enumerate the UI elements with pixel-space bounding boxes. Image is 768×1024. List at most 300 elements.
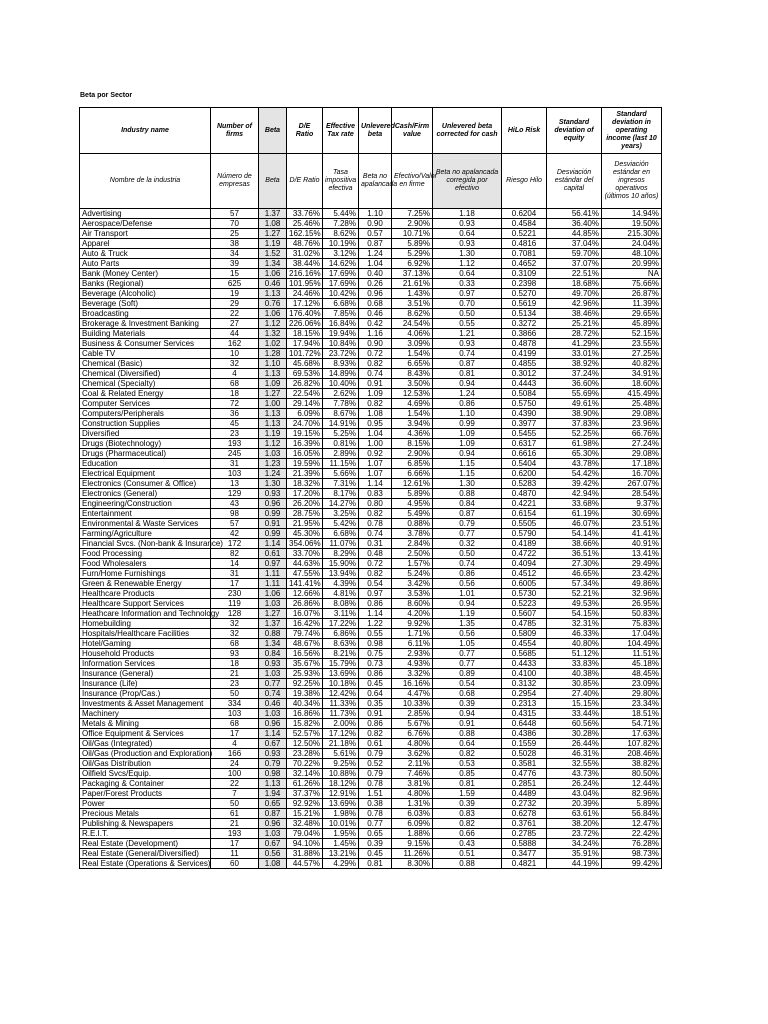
beta-cell: 1.00 xyxy=(259,399,287,409)
de-ratio-cell: 19.38% xyxy=(287,689,323,699)
table-row xyxy=(80,819,662,829)
tax-rate-cell: 1.95% xyxy=(323,829,359,839)
beta-cell: 1.23 xyxy=(259,459,287,469)
beta-cell: 1.13 xyxy=(259,419,287,429)
firms-cell: 21 xyxy=(211,669,259,679)
industry-name-cell: Financial Svcs. (Non-bank & Insurance) xyxy=(80,539,211,549)
hilo-risk-cell: 0.4722 xyxy=(502,549,547,559)
std-dev-equity-cell: 49.61% xyxy=(547,399,602,409)
industry-name-cell: Auto & Truck xyxy=(80,249,211,259)
cash-firm-value-cell: 1.43% xyxy=(392,289,433,299)
unlevered-beta-corrected-cell: 0.81 xyxy=(433,369,502,379)
header-std-dev-operating-income: Standard deviation in operating income (last 10 years) xyxy=(602,108,662,154)
std-dev-operating-income-cell: 25.48% xyxy=(602,399,662,409)
std-dev-operating-income-cell: 29.65% xyxy=(602,309,662,319)
cash-firm-value-cell: 2.11% xyxy=(392,759,433,769)
industry-name-cell: Oil/Gas Distribution xyxy=(80,759,211,769)
cash-firm-value-cell: 9.92% xyxy=(392,619,433,629)
table-row xyxy=(80,739,662,749)
de-ratio-cell: 18.32% xyxy=(287,479,323,489)
beta-cell: 0.99 xyxy=(259,529,287,539)
cash-firm-value-cell: 6.11% xyxy=(392,639,433,649)
table-row xyxy=(80,429,662,439)
table-row xyxy=(80,639,662,649)
hilo-risk-cell: 0.6317 xyxy=(502,439,547,449)
unlevered-beta-cell: 0.75 xyxy=(359,649,392,659)
std-dev-equity-cell: 40.38% xyxy=(547,669,602,679)
std-dev-operating-income-cell: 12.47% xyxy=(602,819,662,829)
firms-cell: 32 xyxy=(211,619,259,629)
unlevered-beta-cell: 0.57 xyxy=(359,229,392,239)
de-ratio-cell: 21.95% xyxy=(287,519,323,529)
cash-firm-value-cell: 4.80% xyxy=(392,739,433,749)
beta-cell: 0.96 xyxy=(259,819,287,829)
unlevered-beta-corrected-cell: 0.85 xyxy=(433,769,502,779)
firms-cell: 129 xyxy=(211,489,259,499)
beta-cell: 1.12 xyxy=(259,319,287,329)
industry-name-cell: Electronics (Consumer & Office) xyxy=(80,479,211,489)
unlevered-beta-cell: 0.91 xyxy=(359,379,392,389)
beta-cell: 0.84 xyxy=(259,649,287,659)
cash-firm-value-cell: 5.89% xyxy=(392,489,433,499)
tax-rate-cell: 11.15% xyxy=(323,459,359,469)
header-es-cash-firm-value: Efectivo/Valor en firme xyxy=(392,154,433,209)
unlevered-beta-cell: 0.77 xyxy=(359,819,392,829)
tax-rate-cell: 2.89% xyxy=(323,449,359,459)
header-number-of-firms: Number of firms xyxy=(211,108,259,154)
firms-cell: 42 xyxy=(211,529,259,539)
std-dev-operating-income-cell: 45.18% xyxy=(602,659,662,669)
std-dev-equity-cell: 65.30% xyxy=(547,449,602,459)
std-dev-operating-income-cell: 17.04% xyxy=(602,629,662,639)
beta-cell: 0.61 xyxy=(259,549,287,559)
de-ratio-cell: 17.94% xyxy=(287,339,323,349)
hilo-risk-cell: 0.3866 xyxy=(502,329,547,339)
table-row xyxy=(80,359,662,369)
std-dev-equity-cell: 37.83% xyxy=(547,419,602,429)
table-row xyxy=(80,789,662,799)
unlevered-beta-corrected-cell: 0.64 xyxy=(433,269,502,279)
tax-rate-cell: 10.40% xyxy=(323,379,359,389)
firms-cell: 68 xyxy=(211,639,259,649)
hilo-risk-cell: 0.3581 xyxy=(502,759,547,769)
std-dev-equity-cell: 56.41% xyxy=(547,209,602,219)
unlevered-beta-corrected-cell: 0.32 xyxy=(433,539,502,549)
cash-firm-value-cell: 1.54% xyxy=(392,349,433,359)
cash-firm-value-cell: 6.76% xyxy=(392,729,433,739)
hilo-risk-cell: 0.5404 xyxy=(502,459,547,469)
header-es-unlevered-beta: Beta no apalancada xyxy=(359,154,392,209)
table-row xyxy=(80,479,662,489)
industry-name-cell: Beverage (Alcoholic) xyxy=(80,289,211,299)
industry-name-cell: Hospitals/Healthcare Facilities xyxy=(80,629,211,639)
cash-firm-value-cell: 4.06% xyxy=(392,329,433,339)
tax-rate-cell: 5.66% xyxy=(323,469,359,479)
beta-cell: 1.06 xyxy=(259,589,287,599)
tax-rate-cell: 13.94% xyxy=(323,569,359,579)
hilo-risk-cell: 0.5455 xyxy=(502,429,547,439)
unlevered-beta-cell: 0.35 xyxy=(359,699,392,709)
unlevered-beta-corrected-cell: 0.82 xyxy=(433,749,502,759)
unlevered-beta-cell: 0.95 xyxy=(359,419,392,429)
unlevered-beta-corrected-cell: 0.94 xyxy=(433,599,502,609)
unlevered-beta-cell: 1.24 xyxy=(359,249,392,259)
beta-cell: 1.27 xyxy=(259,609,287,619)
table-row xyxy=(80,769,662,779)
std-dev-operating-income-cell: 107.82% xyxy=(602,739,662,749)
table-row xyxy=(80,699,662,709)
std-dev-operating-income-cell: 38.82% xyxy=(602,759,662,769)
cash-firm-value-cell: 4.93% xyxy=(392,659,433,669)
beta-cell: 1.27 xyxy=(259,229,287,239)
cash-firm-value-cell: 3.50% xyxy=(392,379,433,389)
unlevered-beta-cell: 0.39 xyxy=(359,839,392,849)
industry-name-cell: R.E.I.T. xyxy=(80,829,211,839)
cash-firm-value-cell: 3.42% xyxy=(392,579,433,589)
hilo-risk-cell: 0.3761 xyxy=(502,819,547,829)
hilo-risk-cell: 0.5619 xyxy=(502,299,547,309)
beta-cell: 1.34 xyxy=(259,259,287,269)
std-dev-equity-cell: 46.33% xyxy=(547,629,602,639)
firms-cell: 70 xyxy=(211,219,259,229)
beta-cell: 0.91 xyxy=(259,519,287,529)
beta-cell: 1.34 xyxy=(259,639,287,649)
industry-name-cell: Information Services xyxy=(80,659,211,669)
unlevered-beta-corrected-cell: 0.93 xyxy=(433,339,502,349)
unlevered-beta-cell: 1.14 xyxy=(359,479,392,489)
table-row xyxy=(80,589,662,599)
std-dev-equity-cell: 61.19% xyxy=(547,509,602,519)
cash-firm-value-cell: 4.95% xyxy=(392,499,433,509)
unlevered-beta-cell: 0.73 xyxy=(359,659,392,669)
beta-cell: 1.09 xyxy=(259,379,287,389)
std-dev-equity-cell: 25.21% xyxy=(547,319,602,329)
unlevered-beta-corrected-cell: 1.15 xyxy=(433,469,502,479)
de-ratio-cell: 44.63% xyxy=(287,559,323,569)
cash-firm-value-cell: 2.90% xyxy=(392,449,433,459)
tax-rate-cell: 11.07% xyxy=(323,539,359,549)
industry-name-cell: Computer Services xyxy=(80,399,211,409)
std-dev-operating-income-cell: 56.84% xyxy=(602,809,662,819)
std-dev-operating-income-cell: 41.41% xyxy=(602,529,662,539)
table-row xyxy=(80,579,662,589)
de-ratio-cell: 24.46% xyxy=(287,289,323,299)
std-dev-operating-income-cell: 17.18% xyxy=(602,459,662,469)
tax-rate-cell: 17.69% xyxy=(323,279,359,289)
table-row xyxy=(80,779,662,789)
firms-cell: 193 xyxy=(211,439,259,449)
beta-cell: 1.13 xyxy=(259,369,287,379)
header-es-tax-rate: Tasa impositiva efectiva xyxy=(323,154,359,209)
industry-name-cell: Diversified xyxy=(80,429,211,439)
tax-rate-cell: 7.78% xyxy=(323,399,359,409)
header-row-spanish xyxy=(80,154,662,209)
std-dev-equity-cell: 33.83% xyxy=(547,659,602,669)
beta-cell: 1.02 xyxy=(259,339,287,349)
hilo-risk-cell: 0.2732 xyxy=(502,799,547,809)
table-row xyxy=(80,209,662,219)
unlevered-beta-corrected-cell: 0.97 xyxy=(433,289,502,299)
unlevered-beta-corrected-cell: 1.35 xyxy=(433,619,502,629)
cash-firm-value-cell: 3.53% xyxy=(392,589,433,599)
industry-name-cell: Banks (Regional) xyxy=(80,279,211,289)
firms-cell: 22 xyxy=(211,779,259,789)
cash-firm-value-cell: 8.15% xyxy=(392,439,433,449)
firms-cell: 34 xyxy=(211,249,259,259)
tax-rate-cell: 12.42% xyxy=(323,689,359,699)
unlevered-beta-corrected-cell: 0.94 xyxy=(433,709,502,719)
hilo-risk-cell: 0.5790 xyxy=(502,529,547,539)
industry-name-cell: Chemical (Basic) xyxy=(80,359,211,369)
de-ratio-cell: 19.59% xyxy=(287,459,323,469)
de-ratio-cell: 26.82% xyxy=(287,379,323,389)
tax-rate-cell: 10.19% xyxy=(323,239,359,249)
de-ratio-cell: 16.42% xyxy=(287,619,323,629)
hilo-risk-cell: 0.5730 xyxy=(502,589,547,599)
de-ratio-cell: 25.93% xyxy=(287,669,323,679)
industry-name-cell: Homebuilding xyxy=(80,619,211,629)
std-dev-equity-cell: 43.78% xyxy=(547,459,602,469)
cash-firm-value-cell: 10.33% xyxy=(392,699,433,709)
unlevered-beta-corrected-cell: 0.74 xyxy=(433,559,502,569)
std-dev-operating-income-cell: 49.86% xyxy=(602,579,662,589)
de-ratio-cell: 15.21% xyxy=(287,809,323,819)
de-ratio-cell: 33.76% xyxy=(287,209,323,219)
industry-name-cell: Green & Renewable Energy xyxy=(80,579,211,589)
unlevered-beta-corrected-cell: 0.77 xyxy=(433,659,502,669)
std-dev-equity-cell: 30.85% xyxy=(547,679,602,689)
std-dev-operating-income-cell: 40.82% xyxy=(602,359,662,369)
hilo-risk-cell: 0.4094 xyxy=(502,559,547,569)
hilo-risk-cell: 0.5134 xyxy=(502,309,547,319)
unlevered-beta-cell: 0.98 xyxy=(359,639,392,649)
unlevered-beta-cell: 0.42 xyxy=(359,319,392,329)
unlevered-beta-corrected-cell: 0.56 xyxy=(433,579,502,589)
de-ratio-cell: 26.86% xyxy=(287,599,323,609)
industry-name-cell: Beverage (Soft) xyxy=(80,299,211,309)
unlevered-beta-corrected-cell: 1.05 xyxy=(433,639,502,649)
de-ratio-cell: 92.92% xyxy=(287,799,323,809)
std-dev-equity-cell: 52.25% xyxy=(547,429,602,439)
hilo-risk-cell: 0.2851 xyxy=(502,779,547,789)
unlevered-beta-corrected-cell: 0.94 xyxy=(433,379,502,389)
tax-rate-cell: 6.68% xyxy=(323,299,359,309)
firms-cell: 60 xyxy=(211,859,259,869)
unlevered-beta-corrected-cell: 1.30 xyxy=(433,479,502,489)
std-dev-equity-cell: 38.92% xyxy=(547,359,602,369)
firms-cell: 15 xyxy=(211,269,259,279)
tax-rate-cell: 23.72% xyxy=(323,349,359,359)
beta-cell: 1.24 xyxy=(259,469,287,479)
de-ratio-cell: 162.15% xyxy=(287,229,323,239)
table-row xyxy=(80,629,662,639)
cash-firm-value-cell: 6.09% xyxy=(392,819,433,829)
std-dev-operating-income-cell: 11.51% xyxy=(602,649,662,659)
std-dev-operating-income-cell: 75.83% xyxy=(602,619,662,629)
industry-name-cell: Insurance (Prop/Cas.) xyxy=(80,689,211,699)
industry-name-cell: Office Equipment & Services xyxy=(80,729,211,739)
std-dev-operating-income-cell: 34.91% xyxy=(602,369,662,379)
industry-name-cell: Hotel/Gaming xyxy=(80,639,211,649)
firms-cell: 38 xyxy=(211,239,259,249)
hilo-risk-cell: 0.5505 xyxy=(502,519,547,529)
table-row xyxy=(80,729,662,739)
table-row xyxy=(80,709,662,719)
beta-cell: 1.11 xyxy=(259,569,287,579)
unlevered-beta-cell: 0.65 xyxy=(359,829,392,839)
beta-cell: 1.13 xyxy=(259,289,287,299)
std-dev-equity-cell: 54.42% xyxy=(547,469,602,479)
beta-cell: 0.77 xyxy=(259,679,287,689)
unlevered-beta-corrected-cell: 0.93 xyxy=(433,219,502,229)
cash-firm-value-cell: 6.92% xyxy=(392,259,433,269)
beta-cell: 1.52 xyxy=(259,249,287,259)
beta-cell: 0.74 xyxy=(259,689,287,699)
std-dev-equity-cell: 28.72% xyxy=(547,329,602,339)
hilo-risk-cell: 0.2398 xyxy=(502,279,547,289)
hilo-risk-cell: 0.6154 xyxy=(502,509,547,519)
std-dev-equity-cell: 30.28% xyxy=(547,729,602,739)
table-row xyxy=(80,859,662,869)
beta-cell: 1.08 xyxy=(259,859,287,869)
beta-cell: 1.13 xyxy=(259,409,287,419)
tax-rate-cell: 19.94% xyxy=(323,329,359,339)
industry-name-cell: Chemical (Specialty) xyxy=(80,379,211,389)
std-dev-equity-cell: 26.24% xyxy=(547,779,602,789)
table-row xyxy=(80,349,662,359)
table-row xyxy=(80,649,662,659)
std-dev-equity-cell: 34.24% xyxy=(547,839,602,849)
std-dev-equity-cell: 41.29% xyxy=(547,339,602,349)
de-ratio-cell: 21.39% xyxy=(287,469,323,479)
table-row xyxy=(80,829,662,839)
firms-cell: 31 xyxy=(211,569,259,579)
unlevered-beta-cell: 0.74 xyxy=(359,369,392,379)
firms-cell: 7 xyxy=(211,789,259,799)
tax-rate-cell: 12.91% xyxy=(323,789,359,799)
firms-cell: 13 xyxy=(211,479,259,489)
table-row xyxy=(80,289,662,299)
unlevered-beta-cell: 0.78 xyxy=(359,519,392,529)
hilo-risk-cell: 0.5270 xyxy=(502,289,547,299)
unlevered-beta-corrected-cell: 1.09 xyxy=(433,439,502,449)
cash-firm-value-cell: 5.89% xyxy=(392,239,433,249)
firms-cell: 61 xyxy=(211,809,259,819)
table-row xyxy=(80,559,662,569)
firms-cell: 25 xyxy=(211,229,259,239)
std-dev-operating-income-cell: 76.28% xyxy=(602,839,662,849)
table-row xyxy=(80,719,662,729)
std-dev-operating-income-cell: 16.70% xyxy=(602,469,662,479)
firms-cell: 625 xyxy=(211,279,259,289)
table-row xyxy=(80,369,662,379)
firms-cell: 23 xyxy=(211,429,259,439)
beta-cell: 0.79 xyxy=(259,759,287,769)
industry-name-cell: Household Products xyxy=(80,649,211,659)
hilo-risk-cell: 0.4221 xyxy=(502,499,547,509)
firms-cell: 18 xyxy=(211,389,259,399)
firms-cell: 36 xyxy=(211,409,259,419)
unlevered-beta-corrected-cell: 0.84 xyxy=(433,499,502,509)
unlevered-beta-cell: 1.14 xyxy=(359,609,392,619)
cash-firm-value-cell: 4.36% xyxy=(392,429,433,439)
beta-cell: 0.46 xyxy=(259,279,287,289)
table-row xyxy=(80,679,662,689)
cash-firm-value-cell: 2.50% xyxy=(392,549,433,559)
unlevered-beta-cell: 0.54 xyxy=(359,579,392,589)
table-row xyxy=(80,449,662,459)
std-dev-operating-income-cell: 24.04% xyxy=(602,239,662,249)
de-ratio-cell: 12.66% xyxy=(287,589,323,599)
std-dev-equity-cell: 43.04% xyxy=(547,789,602,799)
table-row xyxy=(80,269,662,279)
std-dev-equity-cell: 42.94% xyxy=(547,489,602,499)
tax-rate-cell: 15.79% xyxy=(323,659,359,669)
table-row xyxy=(80,249,662,259)
std-dev-equity-cell: 39.42% xyxy=(547,479,602,489)
firms-cell: 4 xyxy=(211,369,259,379)
hilo-risk-cell: 0.4512 xyxy=(502,569,547,579)
table-row xyxy=(80,669,662,679)
industry-name-cell: Healthcare Products xyxy=(80,589,211,599)
industry-name-cell: Farming/Agriculture xyxy=(80,529,211,539)
beta-cell: 1.94 xyxy=(259,789,287,799)
tax-rate-cell: 14.89% xyxy=(323,369,359,379)
table-row xyxy=(80,809,662,819)
std-dev-equity-cell: 38.90% xyxy=(547,409,602,419)
hilo-risk-cell: 0.1559 xyxy=(502,739,547,749)
std-dev-equity-cell: 20.39% xyxy=(547,799,602,809)
unlevered-beta-corrected-cell: 0.70 xyxy=(433,299,502,309)
unlevered-beta-corrected-cell: 1.15 xyxy=(433,459,502,469)
std-dev-operating-income-cell: NA xyxy=(602,269,662,279)
industry-name-cell: Real Estate (Development) xyxy=(80,839,211,849)
hilo-risk-cell: 0.6200 xyxy=(502,469,547,479)
unlevered-beta-corrected-cell: 0.87 xyxy=(433,359,502,369)
de-ratio-cell: 32.14% xyxy=(287,769,323,779)
hilo-risk-cell: 0.4870 xyxy=(502,489,547,499)
tax-rate-cell: 2.62% xyxy=(323,389,359,399)
tax-rate-cell: 1.98% xyxy=(323,809,359,819)
industry-name-cell: Investments & Asset Management xyxy=(80,699,211,709)
std-dev-operating-income-cell: 27.24% xyxy=(602,439,662,449)
unlevered-beta-cell: 0.90 xyxy=(359,339,392,349)
cash-firm-value-cell: 5.67% xyxy=(392,719,433,729)
de-ratio-cell: 15.82% xyxy=(287,719,323,729)
unlevered-beta-cell: 0.80 xyxy=(359,499,392,509)
beta-cell: 1.14 xyxy=(259,729,287,739)
de-ratio-cell: 18.15% xyxy=(287,329,323,339)
tax-rate-cell: 5.42% xyxy=(323,519,359,529)
table-row xyxy=(80,439,662,449)
unlevered-beta-corrected-cell: 1.19 xyxy=(433,609,502,619)
cash-firm-value-cell: 11.26% xyxy=(392,849,433,859)
unlevered-beta-cell: 1.16 xyxy=(359,329,392,339)
unlevered-beta-cell: 0.48 xyxy=(359,549,392,559)
tax-rate-cell: 4.81% xyxy=(323,589,359,599)
tax-rate-cell: 7.28% xyxy=(323,219,359,229)
unlevered-beta-cell: 0.97 xyxy=(359,589,392,599)
hilo-risk-cell: 0.4554 xyxy=(502,639,547,649)
industry-name-cell: Apparel xyxy=(80,239,211,249)
unlevered-beta-cell: 1.51 xyxy=(359,789,392,799)
de-ratio-cell: 26.20% xyxy=(287,499,323,509)
table-row xyxy=(80,319,662,329)
unlevered-beta-corrected-cell: 0.39 xyxy=(433,799,502,809)
firms-cell: 166 xyxy=(211,749,259,759)
unlevered-beta-corrected-cell: 1.12 xyxy=(433,259,502,269)
std-dev-equity-cell: 46.65% xyxy=(547,569,602,579)
